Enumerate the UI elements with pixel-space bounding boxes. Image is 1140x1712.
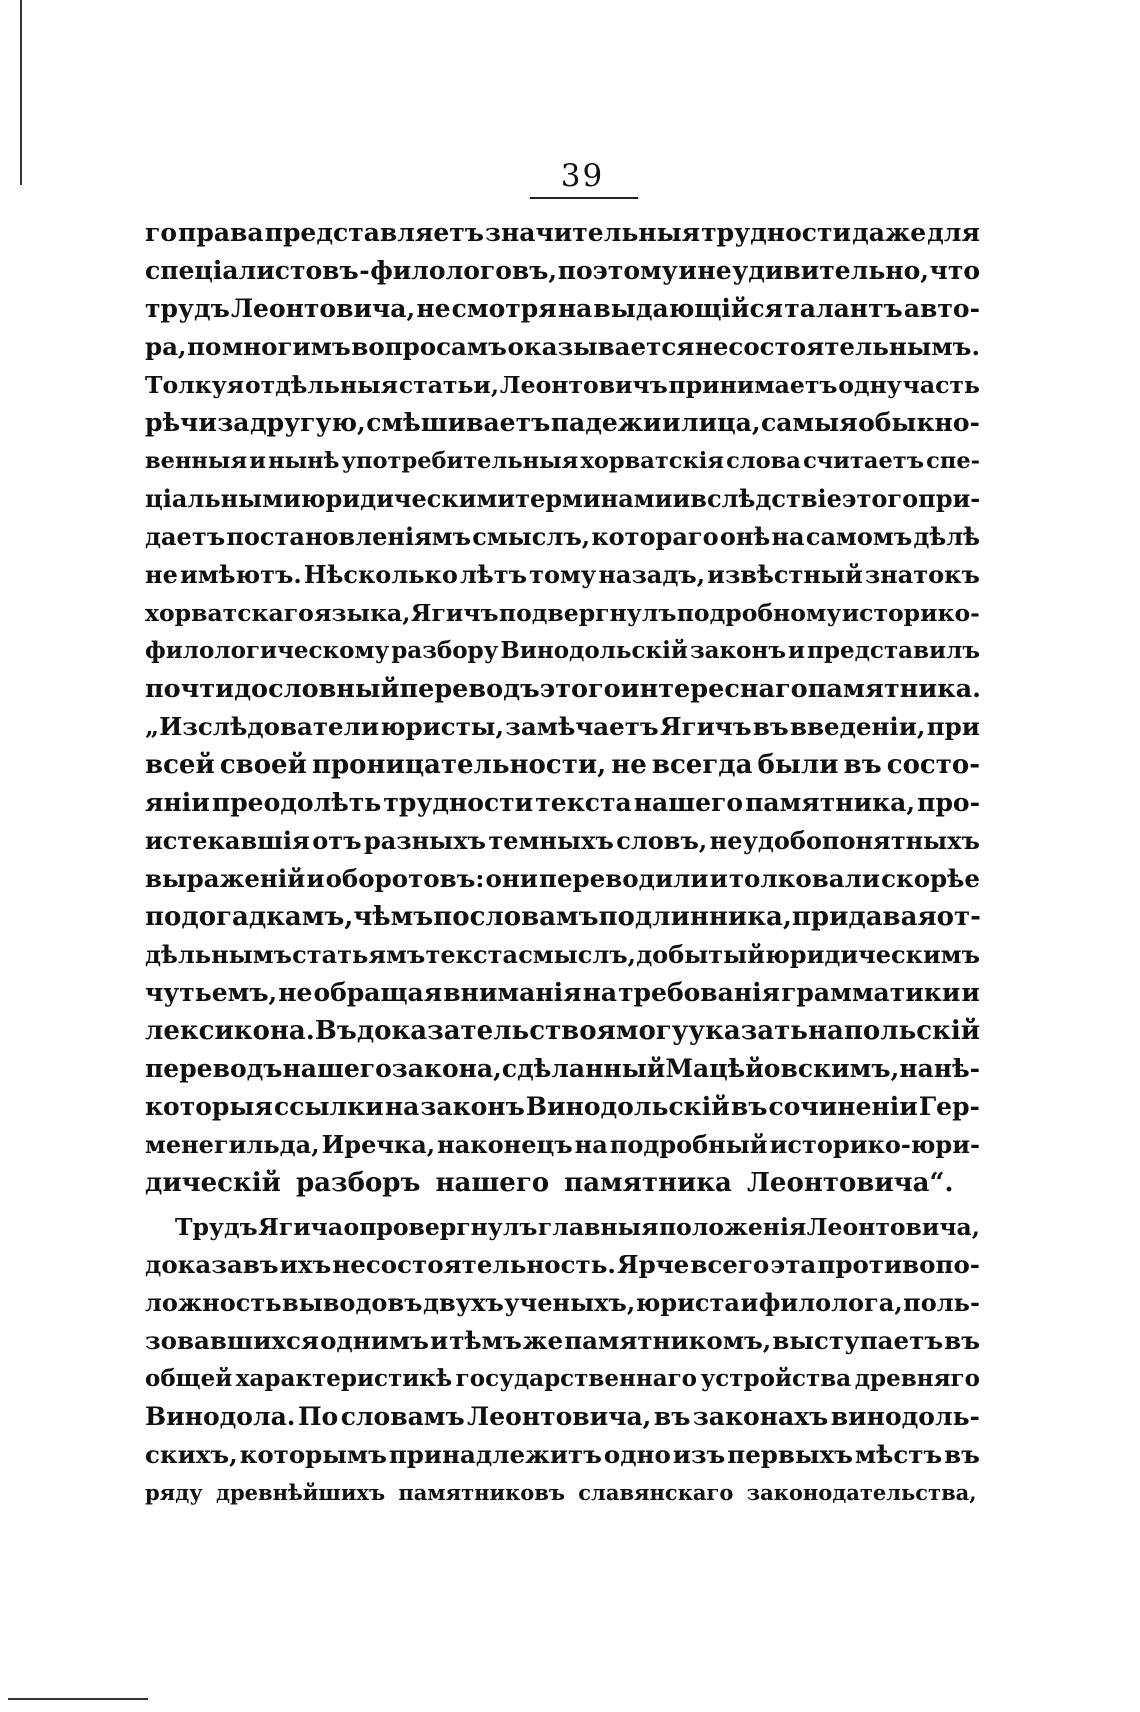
bottom-rule (8, 1698, 148, 1700)
text-line: ціальными юридическими терминами и вслѣдствіе этого при- (145, 484, 981, 513)
text-line: Трудъ Ягича опровергнулъ главныя положенія Леонтовича, (175, 1213, 980, 1241)
text-line: не имѣютъ. Нѣсколько лѣтъ тому назадъ, извѣстный знатокъ (145, 560, 980, 589)
text-line: Толкуя отдѣльныя статьи, Леонтовичъ принимаетъ одну часть (145, 371, 980, 399)
text-line: выраженій и оборотовъ: они переводили и толковали скорѣе (145, 864, 980, 893)
text-line: доказавъ ихъ несостоятельность. Ярче всего эта противопо- (145, 1250, 980, 1279)
text-line: общей характеристикѣ государственнаго устройства древняго (145, 1365, 980, 1392)
gutter-line (20, 0, 22, 185)
text-line: трудъ Леонтовича, не смотря на выдающійся талантъ авто- (145, 294, 980, 323)
text-line: менегильда, Иречка, наконецъ на подробный историко-юри- (145, 1130, 980, 1159)
text-line: спеціалистовъ - филологовъ, поэтому и не удивительно, что (145, 256, 980, 285)
text-line: чутьемъ, не обращая вниманія на требованія грамматики и (145, 978, 980, 1007)
text-line: хорватскаго языка, Ягичъ подвергнулъ подробному историко- (145, 599, 980, 627)
text-line: которыя ссылки на законъ Винодольскій въ сочиненіи Гер- (145, 1092, 980, 1121)
text-line: „Изслѣдователи юристы, замѣчаетъ Ягичъ въ введеніи, при (145, 712, 980, 741)
text-line: всей своей проницательности, не всегда были въ состо- (145, 750, 980, 780)
text-line: ложность выводовъ двухъ ученыхъ, юриста и филолога, поль- (145, 1288, 980, 1317)
text-line: ряду древнѣйшихъ памятниковъ славянскаго законодательства, (145, 1480, 977, 1505)
text-line: зовавшихся однимъ и тѣмъ же памятникомъ, выступаетъ въ (145, 1326, 980, 1355)
text-line: по догадкамъ, чѣмъ по словамъ подлинника, придавая от- (145, 902, 981, 932)
text-line: почти дословный переводъ этого интереснаго памятника. (145, 674, 982, 704)
text-line: Винодола. По словамъ Леонтовича, въ законахъ винодоль- (145, 1402, 980, 1431)
text-line: переводъ нашего закона, сдѣланный Мацѣйовскимъ, на нѣ- (145, 1054, 981, 1083)
text-line: дическій разборъ нашего памятника Леонтовича“. (145, 1168, 954, 1198)
text-line: истекавшія отъ разныхъ темныхъ словъ, неудобопонятныхъ (145, 826, 980, 855)
page-number: 39 (560, 158, 605, 194)
text-line: дѣльнымъ статьямъ текста смыслъ, добытый юридическимъ (145, 940, 980, 969)
page-number-rule (530, 197, 638, 199)
text-line: го права представляетъ значительныя трудности даже для (145, 218, 980, 247)
text-line: яніи преодолѣть трудности текста нашего памятника, про- (145, 788, 980, 817)
text-line: лексикона. Въ доказательство я могу указать на польскій (145, 1016, 980, 1046)
text-line: скихъ, которымъ принадлежитъ одно изъ первыхъ мѣстъ въ (145, 1440, 980, 1469)
text-line: филологическому разбору Винодольскій законъ и представилъ (145, 637, 980, 664)
text-line: даетъ постановленіямъ смыслъ, котораго онѣ на самомъ дѣлѣ (145, 522, 980, 551)
text-line: ра, по многимъ вопросамъ оказывается несостоятельнымъ. (145, 332, 980, 361)
text-line: венныя и нынѣ употребительныя хорватскія слова считаетъ спе- (145, 448, 980, 474)
text-line: рѣчи за другую, смѣшиваетъ падежи и лица, самыя обыкно- (145, 408, 980, 437)
